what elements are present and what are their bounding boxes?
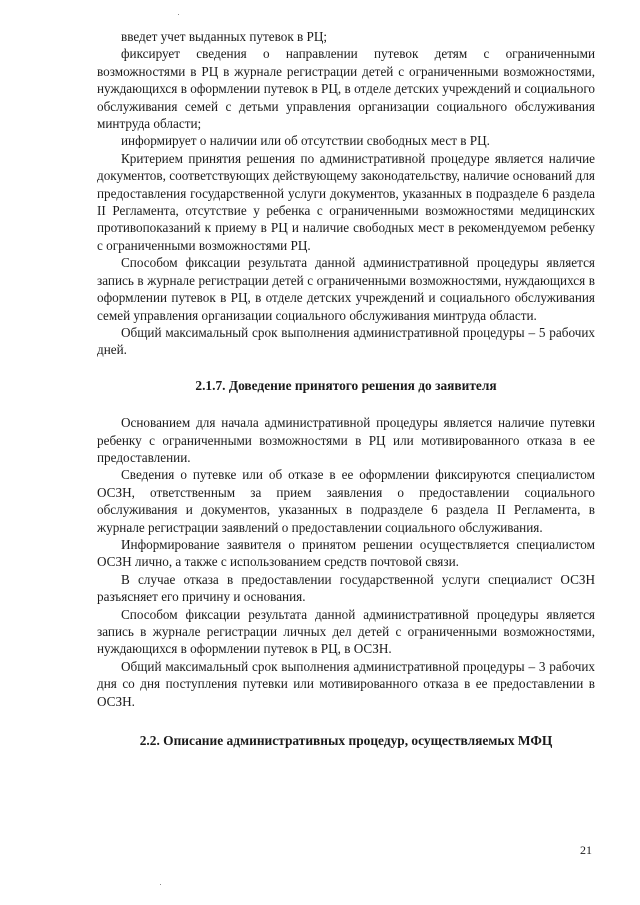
paragraph: Основанием для начала административной процедуры является наличие путевки ребенку с ограниченными возможностями в РЦ или мотивированного отказа в ее предоставлении.: [97, 415, 595, 465]
paragraph: Информирование заявителя о принятом решении осуществляется специалистом ОСЗН лично, а также с использованием средств почтовой связи.: [97, 536, 595, 570]
paragraph: Сведения о путевке или об отказе в ее оформлении фиксируются специалистом ОСЗН, ответственным за прием заявления о предоставлении социального обслуживания и документов, указанных в подразделе 6 раздела II Регламента, в журнале регистрации заявлений о предоставлении социального обслуживания.: [97, 467, 595, 535]
document-page: [97, 28, 595, 749]
section-heading: 2.2. Описание административных процедур, осуществляемых МФЦ: [139, 733, 553, 749]
paragraph: Общий максимальный срок выполнения административной процедуры – 5 рабочих дней.: [97, 324, 595, 358]
page-number: 21: [580, 843, 592, 857]
paragraph: фиксирует сведения о направлении путевок детям с ограниченными возможностями в РЦ в журнале регистрации детей с ограниченными возможностями, нуждающихся в оформлении путевок в РЦ, в отделе детских учреждений и социального обслуживания семей с детьми управления организации социального обслуживания минтруда области;: [97, 46, 595, 132]
paragraph: Критерием принятия решения по административной процедуре является наличие документов, соответствующих действующему законодательству, наличие оснований для предоставления государственной услуги документов, указанных в подразделе 6 раздела II Регламента, отсутствие у ребенка с ограниченными возможностями медицинских противопоказаний к приему в РЦ и наличие свободных мест в рекомендуемом ребенку с ограниченными возможностями РЦ.: [97, 150, 595, 253]
paragraph: Способом фиксации результата данной административной процедуры является запись в журнале регистрации детей с ограниченными возможностями, нуждающихся в оформлении путевок в РЦ, в отделе детских учреждений и социального обслуживания семей управления организации социального обслуживания минтруда области.: [97, 255, 595, 323]
paragraph: введет учет выданных путевок в РЦ;: [121, 29, 328, 44]
scan-speck: [178, 14, 179, 15]
paragraph: Общий максимальный срок выполнения административной процедуры – 3 рабочих дня со дня поступления путевки или мотивированного отказа в ее предоставлении в ОСЗН.: [97, 658, 595, 709]
section-heading: 2.1.7. Доведение принятого решения до заявителя: [195, 377, 497, 393]
paragraph: В случае отказа в предоставлении государственной услуги специалист ОСЗН разъясняет его причину и основания.: [97, 571, 595, 605]
paragraph: информирует о наличии или об отсутствии свободных мест в РЦ.: [121, 133, 490, 149]
paragraph: Способом фиксации результата данной административной процедуры является запись в журнале регистрации личных дел детей с ограниченными возможностями, нуждающихся в оформлении путевок в РЦ, в ОСЗН.: [97, 606, 595, 657]
scan-speck: [160, 884, 161, 885]
